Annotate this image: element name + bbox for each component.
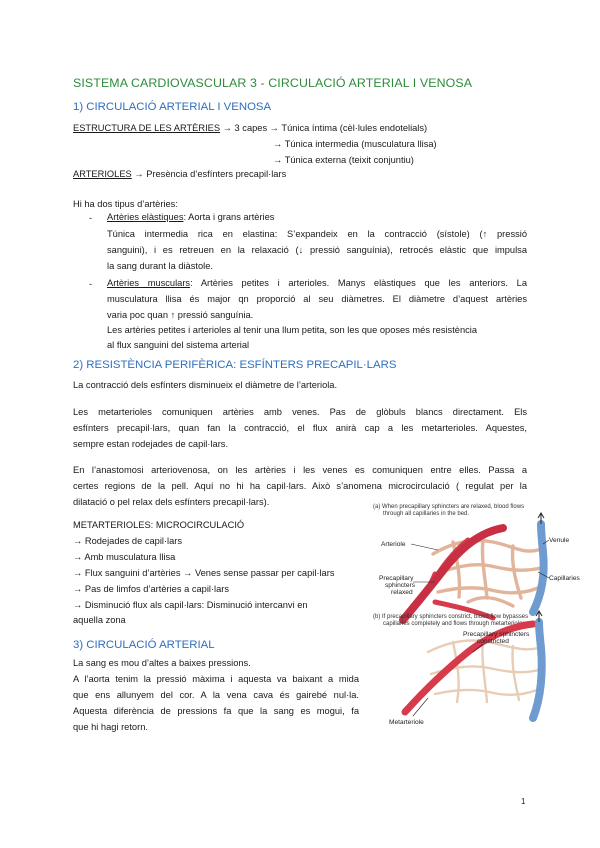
musculars-text-5: al flux sanguini del sistema arterial bbox=[107, 340, 250, 350]
page-number: 1 bbox=[521, 797, 526, 806]
s2-paragraph-1: La contracció dels esfínters disminueix el diàmetre de l’arteriola. bbox=[73, 380, 338, 390]
metarteriole-label: Metarteriole bbox=[389, 719, 424, 726]
arterioles-rest: → Presència d’esfínters precapil·lars bbox=[131, 169, 287, 179]
musculars-line bbox=[107, 275, 527, 292]
page-title: SISTEMA CARDIOVASCULAR 3 - CIRCULACIÓ ARTERIAL I VENOSA bbox=[73, 76, 473, 90]
elastiques-rest: : Aorta i grans artèries bbox=[183, 212, 275, 222]
elastiques-term: Artèries elàstiques bbox=[107, 212, 184, 222]
section-3-heading: 3) CIRCULACIÓ ARTERIAL bbox=[73, 639, 215, 651]
sphincters-label-3: relaxed bbox=[391, 589, 413, 596]
s2-paragraph-3-line-2: certes regions de la pell. Aquí no hi ha capil·lars. Això s’anomena microcirculació ( regulat per la bbox=[73, 481, 527, 491]
estructura-term: ESTRUCTURA DE LES ARTÈRIES bbox=[73, 123, 221, 133]
figure-caption-b-1: (b) If precapillary sphincters constrict, blood flow bypasses bbox=[373, 614, 529, 620]
s2-paragraph-3-line-3: dilatació o pel relax dels esfínters precapil·lars). bbox=[73, 497, 270, 507]
figure-caption-a-2: through all capillaries in the bed. bbox=[383, 511, 470, 517]
microcirculation-figure bbox=[373, 502, 583, 728]
elastiques-text-3: la sang durant la diàstole. bbox=[107, 261, 213, 271]
label-leader bbox=[411, 544, 438, 550]
figure-caption-b-2: capillaries completely and flows through metarterioles. bbox=[383, 621, 528, 627]
meta-item: → Rodejades de capil·lars bbox=[73, 536, 183, 546]
figure-caption-a-1: (a) When precapillary sphincters are relaxed, blood flows bbox=[373, 504, 525, 510]
estructura-rest: → 3 capes → Túnica íntima (cèl·lules endotelials) bbox=[220, 123, 428, 133]
s2-paragraph-2-line-2: esfínters precapil·lars, quan fan la contracció, el flux anirà cap a les metarterioles. Aquestes, bbox=[73, 423, 527, 433]
s3-line-1: La sang es mou d’altes a baixes pressions. bbox=[73, 658, 251, 668]
meta-item: → Flux sanguini d’artèries → Venes sense passar per capil·lars bbox=[73, 568, 335, 578]
panel-a-diagram bbox=[403, 513, 549, 620]
musculars-text-2: musculatura llisa és major qn proporció al seu diàmetres. El diàmetre d’aquest artèries bbox=[107, 294, 527, 304]
arteriole-label: Arteriole bbox=[381, 541, 406, 548]
musculars-rest: : Artèries petites i arterioles. Manys elàstiques que les anteriors. La bbox=[190, 278, 527, 288]
musculars-term: Artèries musculars bbox=[107, 278, 191, 288]
elastiques-line bbox=[107, 209, 274, 226]
panel-b-diagram bbox=[405, 611, 542, 718]
constricted-label-2: constricted bbox=[477, 638, 509, 645]
arterial-branches bbox=[411, 540, 493, 618]
meta-item: aquella zona bbox=[73, 615, 126, 625]
sphincters-label-2: sphincters bbox=[385, 582, 416, 589]
musculars-text-4: Les artèries petites i arterioles al tenir una llum petita, son les que oposes més resistència bbox=[107, 325, 477, 335]
tipus-arteries: Hi ha dos tipus d’artèries: bbox=[73, 199, 178, 209]
constricted-label-1: Precapillary sphincters bbox=[463, 631, 530, 638]
elastiques-text-1: Túnica intermedia rica en elastina: S’expandeix en la contracció (sístole) (↑ pressió bbox=[107, 229, 527, 239]
s2-paragraph-3-line-1: En l’anastomosi arteriovenosa, on les artèries i les venes es comuniquen entre elles. Passa a bbox=[73, 465, 527, 475]
capillaries-label: Capillaries bbox=[549, 575, 580, 582]
section-2-heading: 2) RESISTÈNCIA PERIFÈRICA: ESFÍNTERS PRECAPIL·LARS bbox=[73, 359, 397, 371]
arterioles-term: ARTERIOLES bbox=[73, 169, 132, 179]
meta-item: → Disminució flux als capil·lars: Disminució intercanvi en bbox=[73, 600, 308, 610]
arterioles-line bbox=[73, 166, 286, 183]
venule-label: Venule bbox=[549, 537, 570, 544]
s2-paragraph-2-line-1: Les metarterioles comuniquen artèries amb venes. Pas de glòbuls blancs directament. Els bbox=[73, 407, 527, 417]
s3-line-4: Aquesta diferència de pressions fa que la sang es mogui, fa bbox=[73, 706, 359, 716]
s2-paragraph-2-line-3: sempre estan rodejades de capil·lars. bbox=[73, 439, 229, 449]
capillary-network bbox=[433, 540, 541, 606]
capa-externa: → Túnica externa (teixit conjuntiu) bbox=[273, 155, 414, 165]
bullet-dash: - bbox=[89, 279, 93, 289]
metarterioles-heading: METARTERIOLES: MICROCIRCULACIÓ bbox=[73, 520, 245, 530]
elastiques-text-2: sanguini), i es retreuen en la relaxació (↓ pressió sanguínia), retrocés elàstic que impulsa bbox=[107, 245, 527, 255]
estructura-line bbox=[73, 120, 427, 137]
meta-item: → Amb musculatura llisa bbox=[73, 552, 176, 562]
meta-item: → Pas de limfos d’artèries a capil·lars bbox=[73, 584, 230, 594]
section-1-heading: 1) CIRCULACIÓ ARTERIAL I VENOSA bbox=[73, 101, 272, 113]
s3-line-5: que hi hagi retorn. bbox=[73, 722, 148, 732]
musculars-text-3: varia poc quan ↑ pressió sanguínia. bbox=[107, 310, 254, 320]
capa-intermedia: → Túnica intermedia (musculatura llisa) bbox=[273, 139, 437, 149]
bullet-dash: - bbox=[89, 213, 93, 223]
sphincters-label-1: Precapillary bbox=[379, 575, 414, 582]
s3-line-3: que ens allunyem del cor. A la vena cava és gairebé nul·la. bbox=[73, 690, 359, 700]
s3-line-2: A l’aorta tenim la pressió màxima i aquesta va baixant a mida bbox=[73, 674, 359, 684]
